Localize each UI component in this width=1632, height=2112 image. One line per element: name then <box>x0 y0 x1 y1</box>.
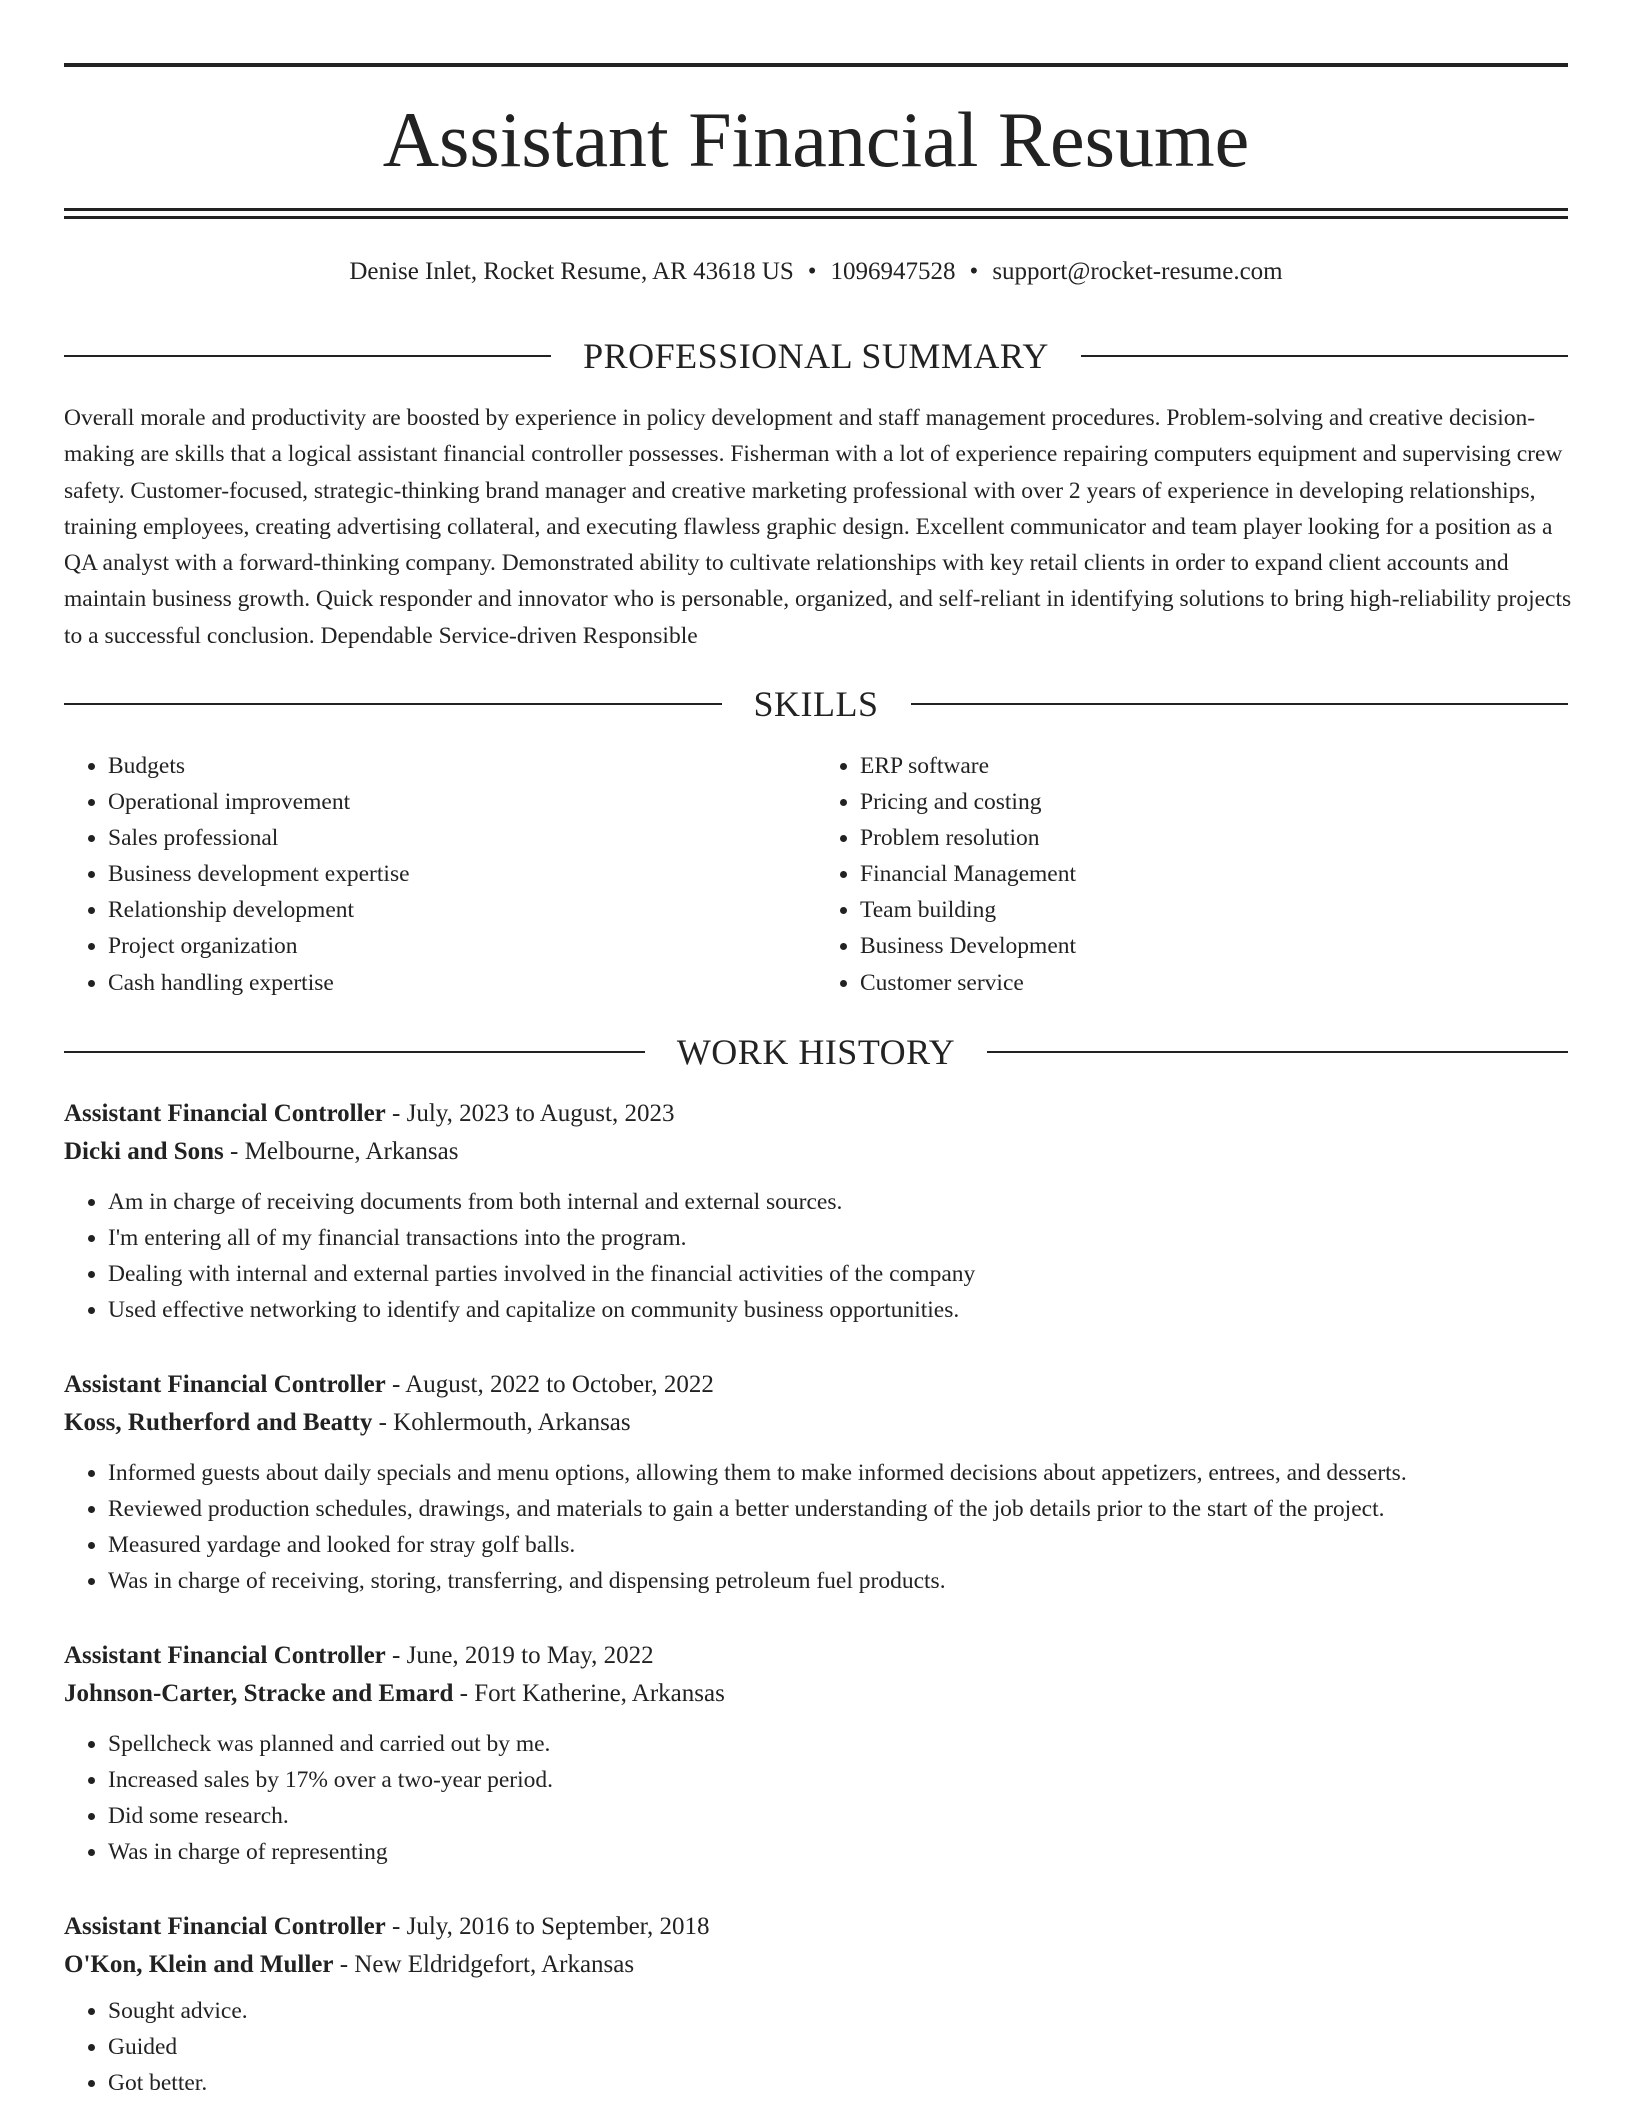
job-title: Assistant Financial Controller <box>64 1371 386 1398</box>
title-rule-upper <box>64 208 1568 211</box>
contact-address: Denise Inlet, Rocket Resume, AR 43618 US <box>349 258 794 285</box>
job-dates: - June, 2019 to May, 2022 <box>385 1642 654 1669</box>
job-location: - Fort Katherine, Arkansas <box>453 1680 725 1707</box>
skill-item: • Operational improvement <box>108 784 816 820</box>
title-rule-lower <box>64 216 1568 219</box>
duty-item: • Got better. <box>108 2065 1568 2101</box>
job-duties <box>64 1726 1568 1870</box>
summary-text: Overall morale and productivity are boosted by experience in policy development and staff management procedures. Problem-solving and creative decision-making are skills that a logical assistant financial controller possesses. Fisherman with a lot of experience repairing computers equipment and supervising crew safety. Customer-focused, strategic-thinking brand manager and creative marketing professional with over 2 years of experience in developing relationships, training employees, creating advertising collateral, and executing flawless graphic design. Excellent communicator and team player looking for a position as a QA analyst with a forward-thinking company. Demonstrated ability to cultivate relationships with key retail clients in order to expand client accounts and maintain business growth. Quick responder and innovator who is personable, organized, and self-reliant in identifying solutions to bring high-reliability projects to a successful conclusion. Dependable Service-driven Responsible <box>64 405 1572 649</box>
skill-item: • Pricing and costing <box>860 784 1568 820</box>
skills-list <box>64 748 1568 1001</box>
page-title: Assistant Financial Resume <box>382 96 1250 183</box>
job-dates: - July, 2016 to September, 2018 <box>385 1913 710 1940</box>
job-company: O'Kon, Klein and Muller <box>64 1951 334 1978</box>
work-entry <box>64 1366 1568 1599</box>
skill-item: • Budgets <box>108 748 816 784</box>
skill-item: • Project organization <box>108 928 816 964</box>
work-entry <box>64 1637 1568 1870</box>
section-rule <box>64 1051 645 1053</box>
duty-item: • Did some research. <box>108 1798 1568 1834</box>
skill-item: • Sales professional <box>108 820 816 856</box>
job-company: Johnson-Carter, Stracke and Emard <box>64 1680 454 1707</box>
skill-item: • Team building <box>860 892 1568 928</box>
duty-item: • Sought advice. <box>108 1993 1568 2029</box>
contact-line <box>64 254 1568 290</box>
duty-item: • Dealing with internal and external parties involved in the financial activities of the company <box>108 1256 1568 1292</box>
duty-item: • Guided <box>108 2029 1568 2065</box>
duty-item: • I'm entering all of my financial transactions into the program. <box>108 1220 1568 1256</box>
duty-item: • Measured yardage and looked for stray golf balls. <box>108 1527 1568 1563</box>
duty-item: • Increased sales by 17% over a two-year period. <box>108 1762 1568 1798</box>
work-entry <box>64 1908 1568 2101</box>
job-location: - Kohlermouth, Arkansas <box>372 1409 631 1436</box>
contact-email: support@rocket-resume.com <box>992 258 1283 285</box>
work-entry <box>64 1095 1568 1328</box>
contact-separator: • <box>807 258 817 285</box>
job-duties <box>64 1184 1568 1328</box>
job-duties <box>64 1455 1568 1599</box>
skill-item: • ERP software <box>860 748 1568 784</box>
section-heading: WORK HISTORY <box>676 1032 956 1072</box>
section-heading: SKILLS <box>753 684 879 724</box>
job-dates: - August, 2022 to October, 2022 <box>385 1371 714 1398</box>
job-location: - Melbourne, Arkansas <box>223 1138 459 1165</box>
job-duties <box>64 1993 1568 2101</box>
section-rule <box>64 703 722 705</box>
section-rule <box>64 355 551 357</box>
job-location: - New Eldridgefort, Arkansas <box>333 1951 635 1978</box>
skill-item: • Problem resolution <box>860 820 1568 856</box>
section-rule <box>1081 355 1568 357</box>
duty-item: • Am in charge of receiving documents from both internal and external sources. <box>108 1184 1568 1220</box>
duty-item: • Used effective networking to identify and capitalize on community business opportunities. <box>108 1292 1568 1328</box>
top-rule <box>64 63 1568 67</box>
duty-item: • Was in charge of representing <box>108 1834 1568 1870</box>
job-company: Koss, Rutherford and Beatty <box>64 1409 373 1436</box>
job-dates: - July, 2023 to August, 2023 <box>385 1100 675 1127</box>
skills-section-header <box>64 684 1568 724</box>
section-heading: PROFESSIONAL SUMMARY <box>583 336 1049 376</box>
duty-item: • Informed guests about daily specials and menu options, allowing them to make informed decisions about appetizers, entrees, and desserts. <box>108 1455 1568 1491</box>
duty-item: • Spellcheck was planned and carried out by me. <box>108 1726 1568 1762</box>
contact-separator: • <box>969 258 979 285</box>
skill-item: • Customer service <box>860 965 1568 1001</box>
work-section-header <box>64 1032 1568 1072</box>
job-title: Assistant Financial Controller <box>64 1913 386 1940</box>
contact-phone: 1096947528 <box>830 258 956 285</box>
skill-item: • Cash handling expertise <box>108 965 816 1001</box>
summary-section-header <box>64 336 1568 376</box>
skill-item: • Financial Management <box>860 856 1568 892</box>
skill-item: • Business development expertise <box>108 856 816 892</box>
skills-column-right <box>816 748 1568 1001</box>
duty-item: • Was in charge of receiving, storing, transferring, and dispensing petroleum fuel products. <box>108 1563 1568 1599</box>
section-rule <box>987 1051 1568 1053</box>
job-company: Dicki and Sons <box>64 1138 224 1165</box>
job-title: Assistant Financial Controller <box>64 1100 386 1127</box>
section-rule <box>911 703 1569 705</box>
job-title: Assistant Financial Controller <box>64 1642 386 1669</box>
skill-item: • Relationship development <box>108 892 816 928</box>
skill-item: • Business Development <box>860 928 1568 964</box>
duty-item: • Reviewed production schedules, drawings, and materials to gain a better understanding of the job details prior to the start of the project. <box>108 1491 1568 1527</box>
skills-column-left <box>64 748 816 1001</box>
